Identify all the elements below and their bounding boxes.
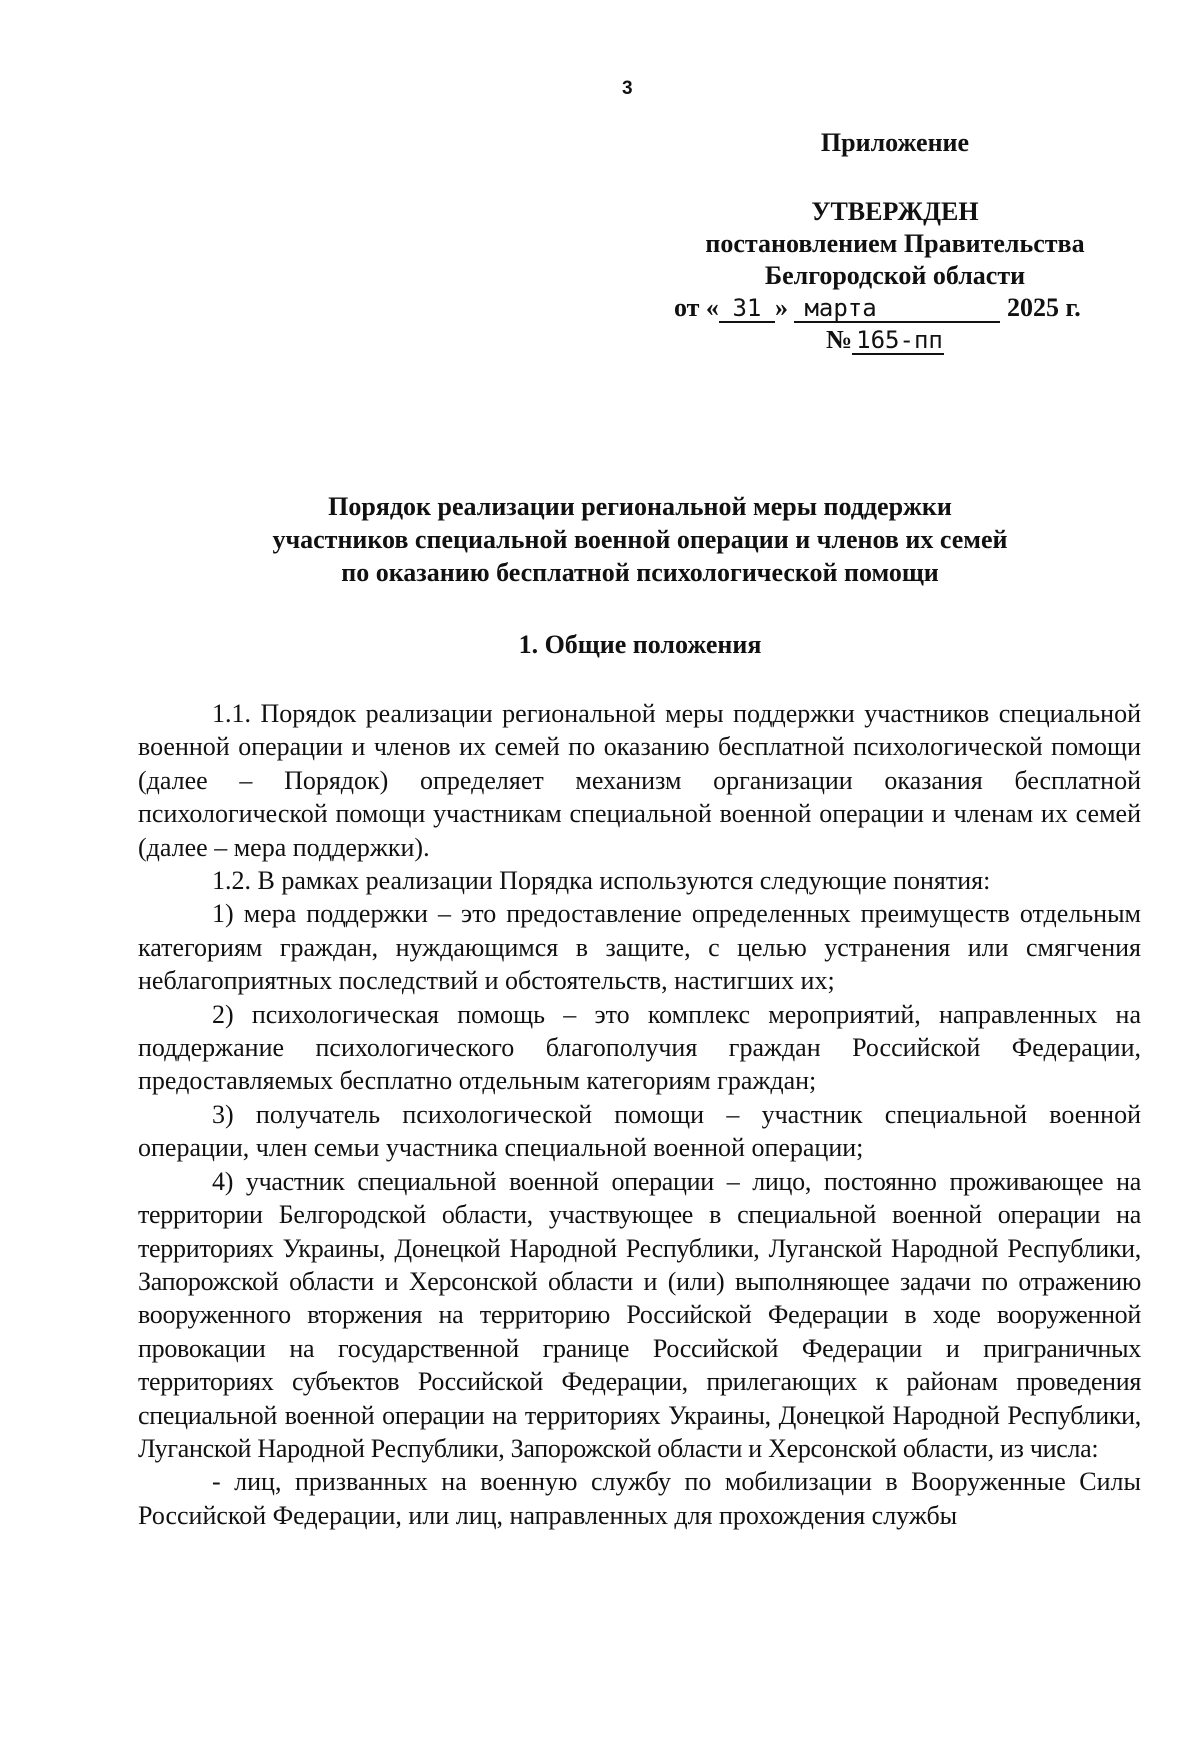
title-line: Порядок реализации региональной меры поддержки <box>328 492 952 521</box>
date-prefix: от « <box>674 293 719 322</box>
category-list-item: - лиц, призванных на военную службу по мобилизации в Вооруженные Силы Российской Федерации, или лиц, направленных для прохождения службы <box>138 1467 1141 1530</box>
date-year: 2025 г. <box>1006 293 1081 322</box>
date-mid: » <box>774 293 788 322</box>
approval-date <box>660 292 1130 324</box>
title-line: по оказанию бесплатной психологической помощи <box>341 558 939 587</box>
title-line: участников специальной военной операции и членов их семей <box>272 525 1008 554</box>
definition-3: 3) получатель психологической помощи – участник специальной военной операции, член семьи участника специальной военной операции; <box>138 1099 1141 1163</box>
page-number: 3 <box>622 78 633 99</box>
definition-1: 1) мера поддержки – это предоставление определенных преимуществ отдельным категориям граждан, нуждающимся в защите, с целью устранения или смягчения неблагоприятных последствий и обстоятельств, настигших их; <box>138 899 1141 996</box>
number-value: 165-пп <box>852 327 944 355</box>
approval-by-line: постановлением Правительства <box>705 229 1085 258</box>
paragraph-1-2: 1.2. В рамках реализации Порядка используются следующие понятия: <box>212 866 991 896</box>
date-day: 31 <box>719 295 775 323</box>
approval-stamp <box>660 126 1130 356</box>
definition-2: 2) психологическая помощь – это комплекс мероприятий, направленных на поддержание психологического благополучия граждан Российской Федерации, предоставляемых бесплатно отдельным категориям граждан; <box>138 999 1141 1096</box>
section-heading: 1. Общие положения <box>518 630 762 659</box>
approval-number <box>660 324 1130 356</box>
definition-4: 4) участник специальной военной операции – лицо, постоянно проживающее на территории Белгородской области, участвующее в специальной военной операции на территориях Украины, Донецкой Народной Республики, Луганской Народной Республики, Запорожской области и Херсонской области и (или) выполняющее задачи по отражению вооруженного вторжения на территорию Российской Федерации в ходе вооруженной провокации на государственной границе Российской Федерации и приграничных территориях субъектов Российской Федерации, прилегающих к районам проведения специальной военной операции на территориях Украины, Донецкой Народной Республики, Луганской Народной Республики, Запорожской области и Херсонской области, из числа: <box>138 1166 1141 1463</box>
document-title <box>140 490 1140 589</box>
approved-label: УТВЕРЖДЕН <box>811 197 979 226</box>
appendix-label: Приложение <box>820 128 970 157</box>
document-body <box>138 697 1141 1532</box>
number-sign: № <box>826 325 853 354</box>
date-month: марта <box>794 295 1000 323</box>
paragraph-1-1: 1.1. Порядок реализации региональной меры поддержки участников специальной военной операции и членов их семей по оказанию бесплатной психологической помощи (далее – Порядок) определяет механизм организации оказания бесплатной психологической помощи участникам специальной военной операции и членам их семей (далее – мера поддержки). <box>138 699 1141 862</box>
approval-region: Белгородской области <box>764 261 1026 290</box>
